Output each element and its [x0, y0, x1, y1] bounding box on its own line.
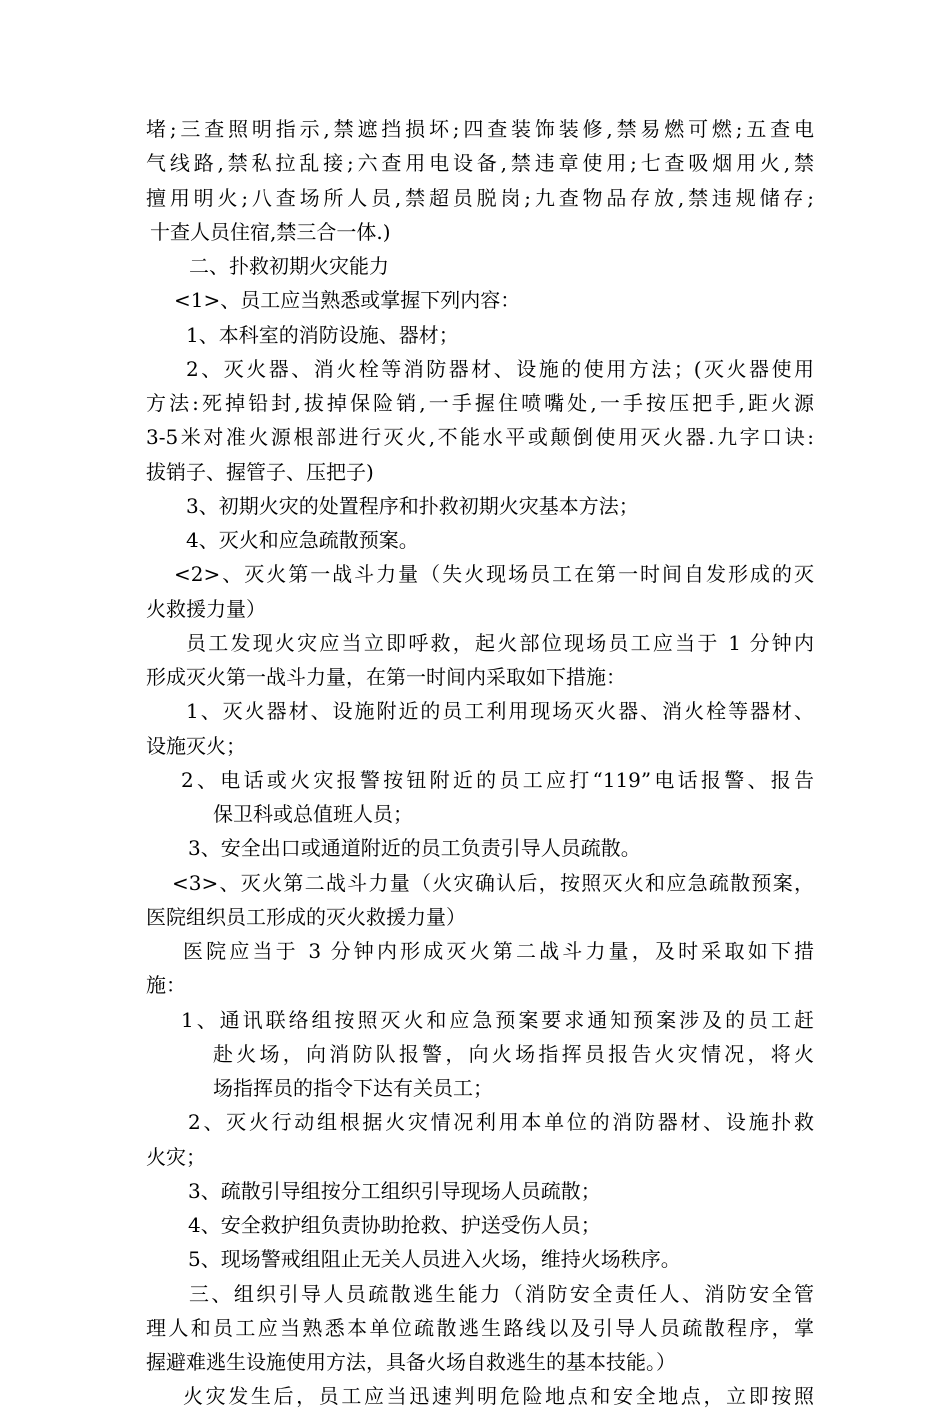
subsection-heading: <3>、灭火第二战斗力量（火灾确认后，按照灭火和应急疏散预案， — [172, 870, 814, 895]
list-item: 1、灭火器材、设施附近的员工利用现场灭火器、消火栓等器材、 — [186, 699, 814, 724]
list-item: 2、灭火行动组根据火灾情况利用本单位的消防器材、设施扑救 — [188, 1110, 814, 1135]
text-line: 施： — [146, 973, 186, 998]
text-line: 火灾； — [146, 1144, 206, 1169]
list-item: 2、电话或火灾报警按钮附近的员工应打“119”电话报警、报告 — [181, 767, 814, 792]
list-item: 4、安全救护组负责协助抢救、护送受伤人员； — [188, 1213, 601, 1237]
text-line: 方法:死掉铅封,拔掉保险销,一手握住喷嘴处,一手按压把手,距火源 — [146, 391, 814, 415]
text-line: 擅用明火;八查场所人员,禁超员脱岗;九查物品存放,禁违规储存; — [146, 185, 814, 210]
list-item: 2、灭火器、消火栓等消防器材、设施的使用方法；(灭火器使用 — [186, 356, 814, 381]
list-item: 5、现场警戒组阻止无关人员进入火场，维持火场秩序。 — [188, 1247, 681, 1272]
paragraph-line: 员工发现火灾应当立即呼救，起火部位现场员工应当于 1 分钟内 — [186, 630, 814, 655]
text-line: 设施灭火； — [146, 733, 246, 758]
list-item: 1、通讯联络组按照灭火和应急预案要求通知预案涉及的员工赶 — [181, 1007, 814, 1032]
list-item: 1、本科室的消防设施、器材； — [186, 322, 459, 347]
list-item: 3、初期火灾的处置程序和扑救初期火灾基本方法； — [186, 493, 639, 518]
section-heading: 二、扑救初期火灾能力 — [189, 254, 389, 278]
subsection-heading: <2>、灭火第一战斗力量（失火现场员工在第一时间自发形成的灭 — [174, 562, 814, 587]
text-line: 十查人员住宿,禁三合一体.) — [150, 219, 391, 244]
text-line: 医院组织员工形成的灭火救援力量） — [146, 904, 466, 929]
text-line: 拔销子、握管子、压把子) — [146, 459, 374, 484]
text-line: 形成灭火第一战斗力量，在第一时间内采取如下措施： — [146, 665, 626, 689]
list-item: 4、灭火和应急疏散预案。 — [186, 528, 419, 552]
list-item: 3、疏散引导组按分工组织引导现场人员疏散； — [188, 1178, 601, 1203]
subsection-heading: <1>、员工应当熟悉或掌握下列内容： — [174, 288, 521, 313]
paragraph-line: 医院应当于 3 分钟内形成灭火第二战斗力量，及时采取如下措 — [183, 939, 814, 963]
text-line: 堵;三查照明指示,禁遮挡损坏;四查装饰装修,禁易燃可燃;五查电 — [146, 117, 814, 141]
list-item: 3、安全出口或通道附近的员工负责引导人员疏散。 — [188, 836, 641, 861]
document-body — [146, 112, 814, 1414]
text-line: 气线路,禁私拉乱接;六查用电设备,禁违章使用;七查吸烟用火,禁 — [146, 151, 814, 176]
paragraph-line: 火灾发生后，员工应当迅速判明危险地点和安全地点，立即按照 — [183, 1384, 814, 1409]
text-line: 3-5米对准火源根部进行灭火,不能水平或颠倒使用灭火器.九字口诀: — [146, 425, 814, 450]
section-heading: 三、组织引导人员疏散逃生能力（消防安全责任人、消防安全管 — [189, 1281, 814, 1306]
text-line: 火救援力量） — [146, 596, 266, 621]
text-line: 握避难逃生设施使用方法，具备火场自救逃生的基本技能。） — [146, 1350, 676, 1374]
text-line: 理人和员工应当熟悉本单位疏散逃生路线以及引导人员疏散程序，掌 — [146, 1315, 814, 1340]
text-line: 赴火场，向消防队报警，向火场指挥员报告火灾情况，将火 — [213, 1041, 814, 1066]
text-line: 保卫科或总值班人员； — [213, 802, 413, 826]
text-line: 场指挥员的指令下达有关员工； — [213, 1076, 493, 1100]
